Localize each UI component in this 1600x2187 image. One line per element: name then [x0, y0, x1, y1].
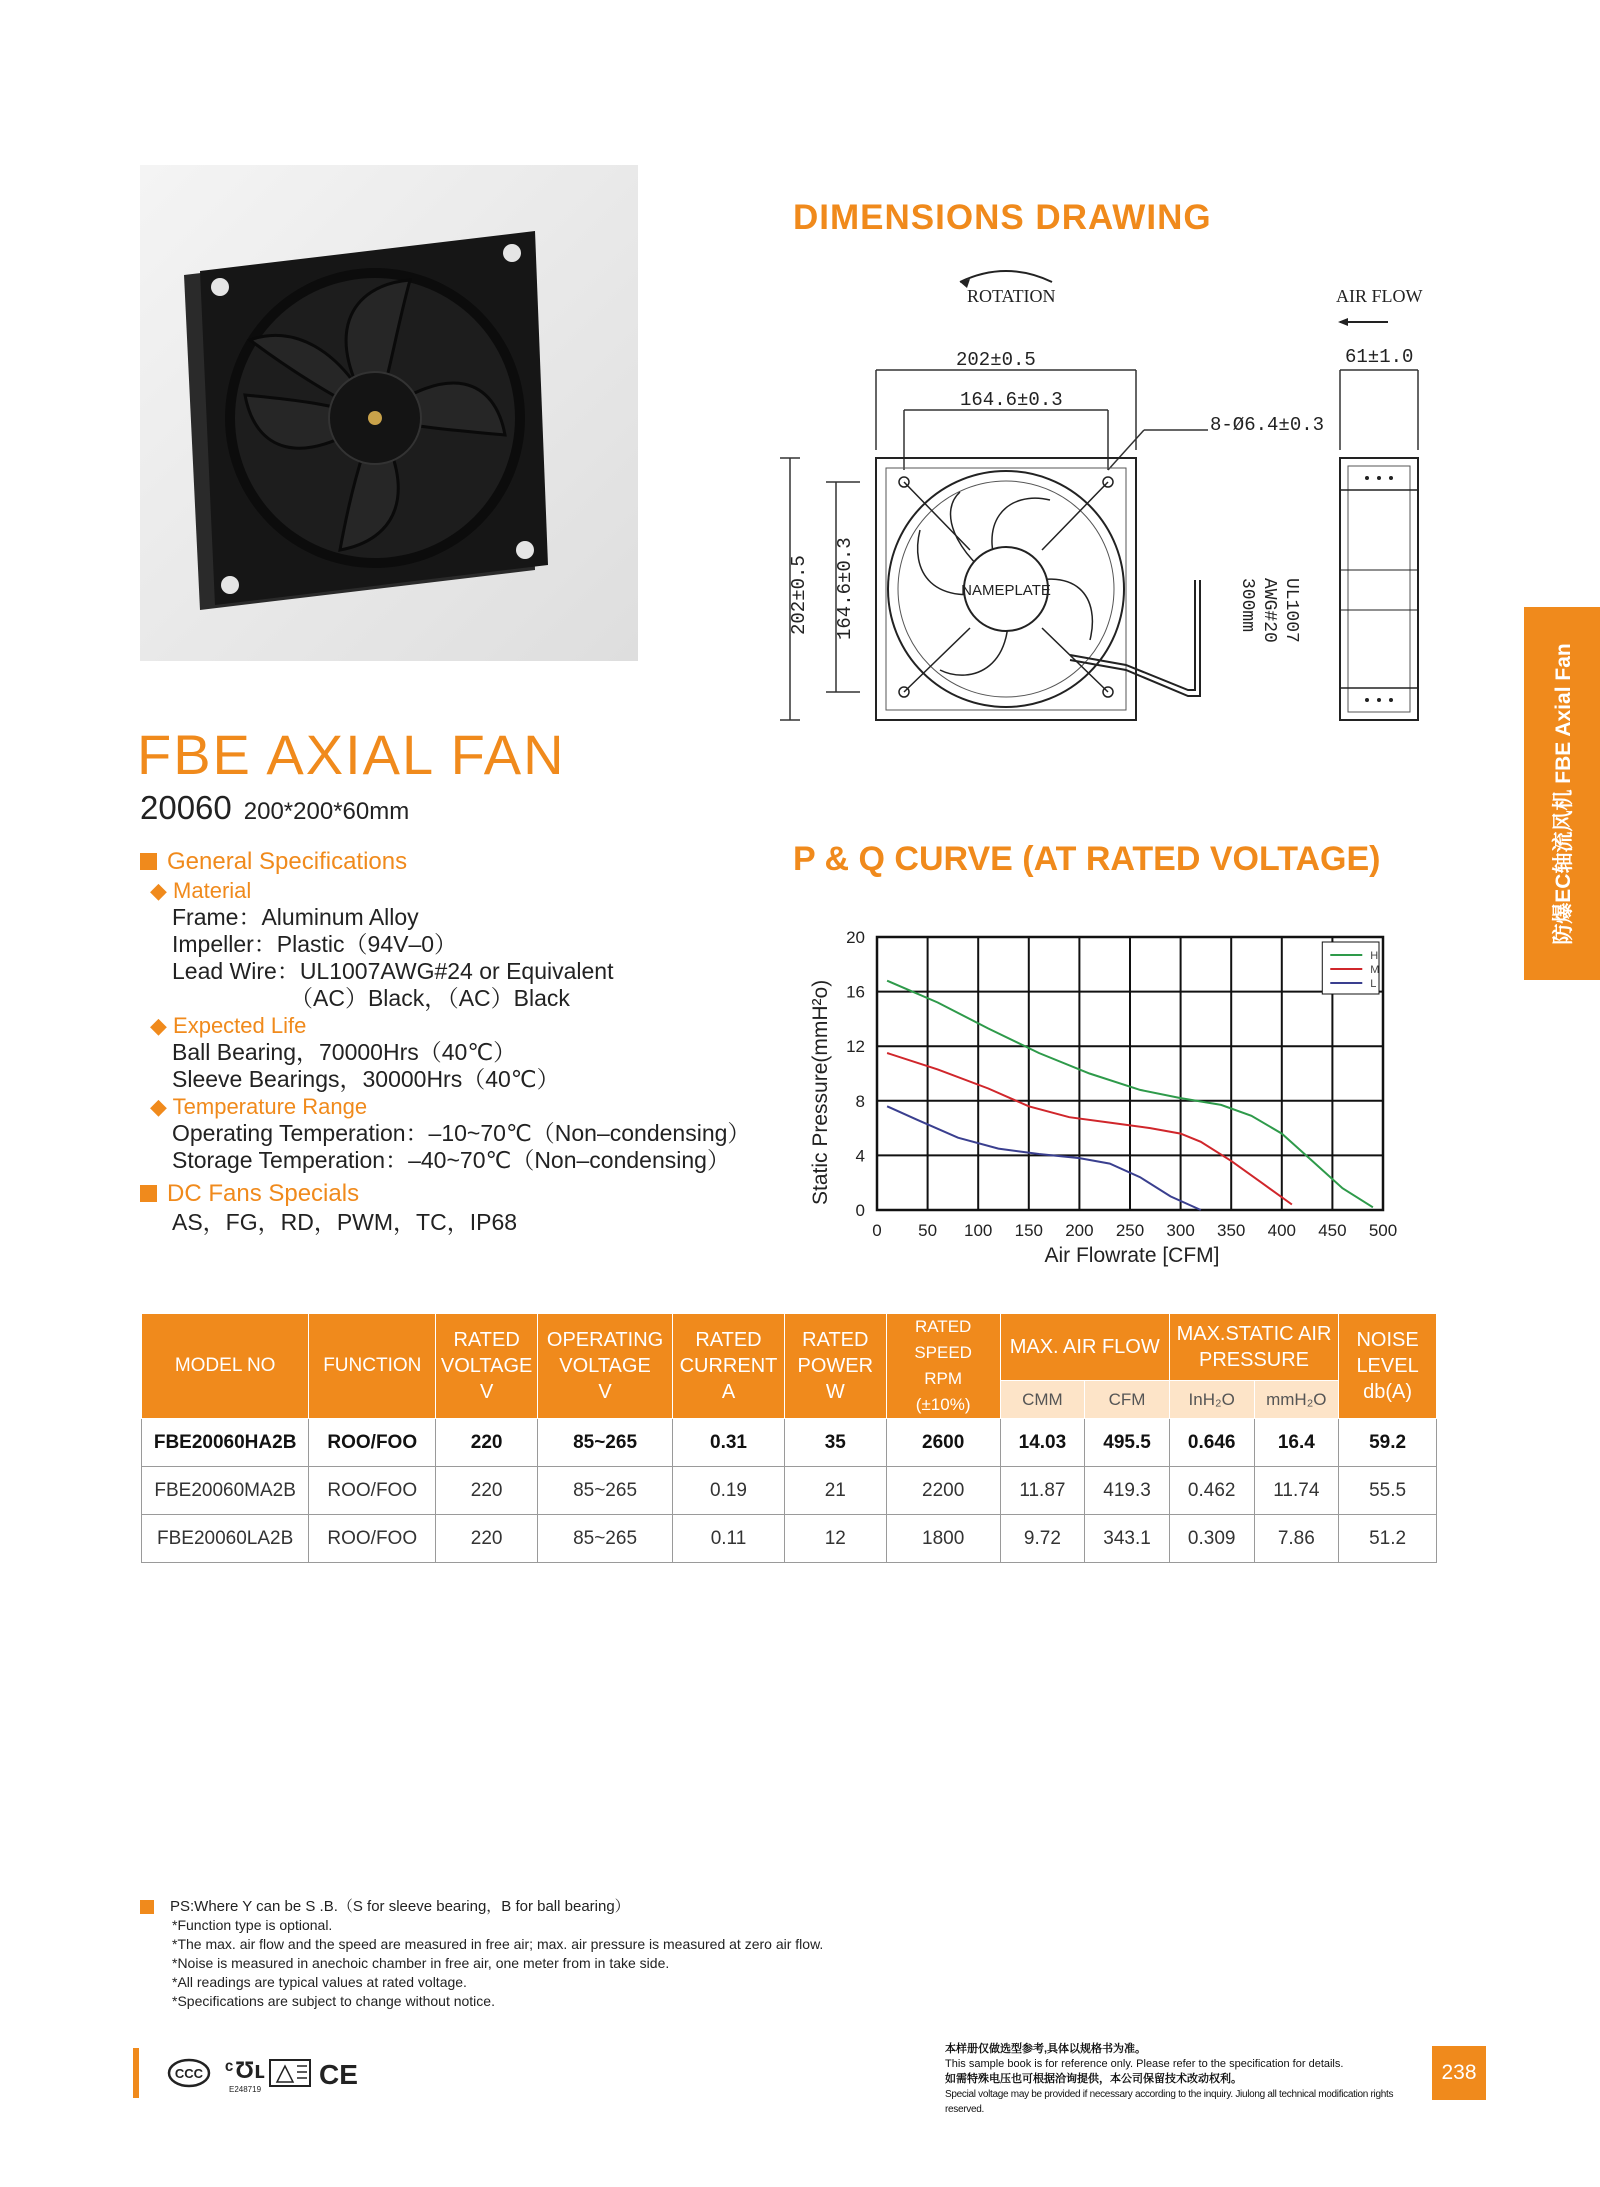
th-op-voltage-3: V — [598, 1381, 612, 1403]
cell-mmh2o: 7.86 — [1254, 1515, 1339, 1563]
cell-mmh2o: 11.74 — [1254, 1467, 1339, 1515]
dim-width-outer: 202±0.5 — [956, 349, 1036, 371]
life-heading: ◆ Expected Life — [150, 1013, 307, 1038]
spec-table — [141, 1313, 1437, 1563]
th-pressure-1: MAX.STATIC AIR — [1176, 1323, 1332, 1346]
dim-holes: 8-Ø6.4±0.3 — [1210, 414, 1325, 436]
material-heading-text: Material — [173, 878, 252, 903]
cell-rated-speed: 2600 — [886, 1419, 1000, 1467]
svg-text:ᶜ: ᶜ — [225, 2056, 234, 2081]
th-model: MODEL NO — [142, 1314, 309, 1419]
note-1: *Function type is optional. — [172, 1917, 333, 1933]
cell-noise: 51.2 — [1339, 1515, 1437, 1563]
cell-model: FBE20060MA2B — [142, 1467, 309, 1515]
nameplate-label: NAMEPLATE — [961, 582, 1051, 599]
material-heading: ◆ Material — [150, 878, 252, 903]
notes — [140, 1897, 1040, 2011]
cell-rated-voltage: 220 — [436, 1419, 538, 1467]
cell-rated-current: 0.11 — [673, 1515, 785, 1563]
table-row — [142, 1515, 1437, 1563]
th-noise-1: NOISE — [1356, 1329, 1419, 1351]
footer-cn-1: 本样册仅做选型参考,具体以规格书为准。 — [945, 2043, 1147, 2055]
table-row — [142, 1419, 1437, 1467]
spec-frame: Frame：Aluminum Alloy — [172, 904, 419, 930]
dc-specials-heading-text: DC Fans Specials — [167, 1180, 360, 1207]
product-photo — [140, 165, 638, 661]
cell-operating-voltage: 85~265 — [538, 1419, 673, 1467]
wire-spec-3: 300mm — [1237, 578, 1257, 633]
cell-inh2o: 0.309 — [1169, 1515, 1254, 1563]
th-current-3: A — [721, 1381, 736, 1403]
cell-inh2o: 0.646 — [1169, 1419, 1254, 1467]
x-tick-label: 500 — [1368, 1221, 1398, 1240]
note-4: *All readings are typical values at rated voltage. — [172, 1974, 467, 1990]
x-tick-label: 350 — [1217, 1221, 1246, 1240]
note-5: *Specifications are subject to change without notice. — [172, 1993, 495, 2009]
fan-illustration — [140, 165, 638, 661]
dim-width-hole: 164.6±0.3 — [960, 389, 1063, 411]
th-function: FUNCTION — [309, 1314, 436, 1419]
x-tick-label: 300 — [1166, 1221, 1195, 1240]
dimensions-drawing — [770, 260, 1450, 740]
th-max-static-pressure — [1169, 1314, 1338, 1381]
cell-cmm: 11.87 — [1000, 1467, 1085, 1515]
airflow-label: AIR FLOW — [1336, 286, 1423, 306]
cell-rated-speed: 1800 — [886, 1515, 1000, 1563]
cell-function: ROO/FOO — [309, 1419, 436, 1467]
note-3: *Noise is measured in anechoic chamber in free air, one meter from in take side. — [172, 1955, 670, 1971]
dim-depth: 61±1.0 — [1345, 346, 1414, 368]
x-tick-label: 50 — [918, 1221, 938, 1240]
certification-logos — [165, 2050, 380, 2096]
cell-noise: 55.5 — [1339, 1467, 1437, 1515]
cell-operating-voltage: 85~265 — [538, 1515, 673, 1563]
dimensions-heading: DIMENSIONS DRAWING — [793, 198, 1212, 237]
chart-xlabel: Air Flowrate [CFM] — [1044, 1244, 1220, 1267]
cell-rated-voltage: 220 — [436, 1515, 538, 1563]
temp-heading: ◆ Temperature Range — [150, 1094, 368, 1119]
wire-spec-2: AWG#20 — [1259, 578, 1279, 643]
th-pressure-2: PRESSURE — [1198, 1349, 1310, 1372]
th-rated-speed — [886, 1314, 1000, 1419]
model-line — [140, 789, 409, 827]
th-noise-2: LEVEL — [1356, 1355, 1419, 1377]
cell-model: FBE20060HA2B — [142, 1419, 309, 1467]
wire-spec-1: UL1007 — [1281, 578, 1301, 643]
cell-function: ROO/FOO — [309, 1467, 436, 1515]
cell-mmh2o: 16.4 — [1254, 1419, 1339, 1467]
dim-height-outer: 202±0.5 — [788, 555, 810, 635]
legend-label-M: M — [1370, 964, 1380, 976]
spec-storage-temp: Storage Temperation：–40~70℃（Non–condensing） — [172, 1147, 730, 1173]
model-code: 20060 — [140, 789, 232, 826]
spec-ball-bearing: Ball Bearing，70000Hrs（40℃） — [172, 1039, 517, 1065]
th-current-2: CURRENT — [679, 1355, 778, 1377]
ul-cert-code: E248719 — [229, 2085, 262, 2094]
cell-rated-current: 0.31 — [673, 1419, 785, 1467]
footer-en-2: Special voltage may be provided if necessary according to the inquiry. Jiulong all technical modification rights reserved. — [945, 2089, 1394, 2115]
ccc-cert-icon — [169, 2060, 209, 2086]
cell-cfm: 419.3 — [1085, 1467, 1170, 1515]
cell-rated-speed: 2200 — [886, 1467, 1000, 1515]
footer-accent-bar — [133, 2048, 139, 2098]
th-power-2: POWER — [797, 1355, 874, 1377]
th-noise-level — [1339, 1314, 1437, 1419]
dim-height-hole: 164.6±0.3 — [834, 537, 856, 640]
cell-operating-voltage: 85~265 — [538, 1467, 673, 1515]
legend-label-L: L — [1370, 978, 1377, 990]
general-spec-heading — [140, 848, 790, 875]
th-rated-voltage-1: RATED — [453, 1329, 520, 1351]
th-cmm: CMM — [1000, 1381, 1085, 1419]
x-tick-label: 400 — [1267, 1221, 1296, 1240]
ul-cert-icon — [225, 2056, 265, 2094]
chart-ylabel: Static Pressure(mmH²o) — [809, 979, 832, 1205]
th-power-3: W — [825, 1381, 845, 1403]
dc-specials-heading — [140, 1180, 790, 1207]
spec-sleeve-bearing: Sleeve Bearings，30000Hrs（40℃） — [172, 1066, 560, 1092]
th-operating-voltage — [538, 1314, 673, 1419]
y-tick-label: 20 — [846, 928, 865, 947]
y-tick-label: 12 — [846, 1037, 865, 1057]
note-ps-text: PS:Where Y can be S .B.（S for sleeve bearing，B for ball bearing） — [170, 1898, 630, 1915]
th-rated-voltage — [436, 1314, 538, 1419]
pq-curve-chart — [795, 915, 1415, 1275]
x-tick-label: 0 — [872, 1221, 882, 1240]
th-speed-1: RATED SPEED — [914, 1317, 972, 1362]
footer-disclaimer — [945, 2042, 1415, 2117]
footer-en-1: This sample book is for reference only. Please refer to the specification for details. — [945, 2058, 1344, 2070]
cell-rated-power: 12 — [784, 1515, 886, 1563]
y-tick-label: 16 — [846, 982, 865, 1002]
legend-label-H: H — [1370, 950, 1379, 962]
square-bullet-icon — [140, 1185, 157, 1202]
th-speed-3: (±10%) — [915, 1395, 971, 1414]
x-tick-label: 200 — [1065, 1221, 1094, 1240]
general-specifications — [140, 848, 790, 1236]
side-tab — [1524, 607, 1600, 980]
cell-rated-current: 0.19 — [673, 1467, 785, 1515]
svg-text:Ʊʟ: Ʊʟ — [235, 2057, 266, 2084]
rotation-label: ROTATION — [967, 286, 1056, 306]
th-speed-2: RPM — [924, 1369, 963, 1388]
svg-text:CCC: CCC — [174, 2066, 204, 2081]
cell-rated-voltage: 220 — [436, 1467, 538, 1515]
general-spec-heading-text: General Specifications — [167, 848, 408, 875]
cell-model: FBE20060LA2B — [142, 1515, 309, 1563]
x-tick-label: 100 — [964, 1221, 993, 1240]
ce-mark-icon: CE — [319, 2059, 358, 2090]
square-bullet-icon — [140, 1900, 154, 1914]
th-rated-voltage-2: VOLTAGE — [440, 1355, 533, 1377]
model-size: 200*200*60mm — [243, 798, 410, 825]
th-rated-voltage-3: V — [479, 1381, 494, 1403]
th-power-1: RATED — [802, 1329, 869, 1351]
cell-cmm: 9.72 — [1000, 1515, 1085, 1563]
th-rated-power — [784, 1314, 886, 1419]
side-tab-label: 防爆EC轴流风机 FBE Axial Fan — [1552, 642, 1575, 945]
cell-rated-power: 21 — [784, 1467, 886, 1515]
cell-cfm: 495.5 — [1085, 1419, 1170, 1467]
note-2: *The max. air flow and the speed are measured in free air; max. air pressure is measured at zero air flow. — [172, 1936, 824, 1952]
spec-impeller: Impeller：Plastic（94V–0） — [172, 931, 458, 957]
cell-inh2o: 0.462 — [1169, 1467, 1254, 1515]
x-tick-label: 250 — [1115, 1221, 1145, 1240]
square-bullet-icon — [140, 853, 157, 870]
dc-specials-list: AS，FG，RD，PWM，TC，IP68 — [172, 1209, 518, 1235]
note-ps — [140, 1897, 1040, 1916]
cell-function: ROO/FOO — [309, 1515, 436, 1563]
temp-heading-text: Temperature Range — [172, 1094, 368, 1119]
safety-cert-icon — [270, 2060, 310, 2086]
th-current-1: RATED — [695, 1329, 762, 1351]
life-heading-text: Expected Life — [173, 1013, 307, 1038]
product-title: FBE AXIAL FAN — [137, 723, 566, 786]
spec-operating-temp: Operating Temperation：–10~70℃（Non–condensing） — [172, 1120, 751, 1146]
footer-cn-2: 如需特殊电压也可根据洽询提供，本公司保留技术改动权利。 — [945, 2073, 1242, 2085]
th-op-voltage-1: OPERATING — [546, 1329, 664, 1351]
th-op-voltage-2: VOLTAGE — [559, 1355, 651, 1377]
x-tick-label: 450 — [1318, 1221, 1347, 1240]
cell-noise: 59.2 — [1339, 1419, 1437, 1467]
th-cfm: CFM — [1085, 1381, 1170, 1419]
cell-cmm: 14.03 — [1000, 1419, 1085, 1467]
cell-rated-power: 35 — [784, 1419, 886, 1467]
cell-cfm: 343.1 — [1085, 1515, 1170, 1563]
chart-title: P & Q CURVE (AT RATED VOLTAGE) — [793, 840, 1381, 878]
th-max-air-flow: MAX. AIR FLOW — [1000, 1314, 1169, 1381]
series-line-L — [887, 1106, 1201, 1210]
page-number: 238 — [1432, 2046, 1486, 2100]
y-tick-label: 4 — [855, 1146, 865, 1166]
th-mmh2o: mmH₂O — [1254, 1381, 1339, 1419]
table-row — [142, 1467, 1437, 1515]
y-tick-label: 8 — [855, 1091, 865, 1111]
y-tick-label: 0 — [855, 1201, 865, 1220]
th-inh2o: InH₂O — [1169, 1381, 1254, 1419]
spec-lead-wire: Lead Wire：UL1007AWG#24 or Equivalent — [172, 958, 614, 984]
th-noise-3: db(A) — [1363, 1381, 1413, 1403]
x-tick-label: 150 — [1014, 1221, 1043, 1240]
spec-lead-wire-colors: （AC）Black，（AC）Black — [290, 985, 570, 1011]
th-rated-current — [673, 1314, 785, 1419]
